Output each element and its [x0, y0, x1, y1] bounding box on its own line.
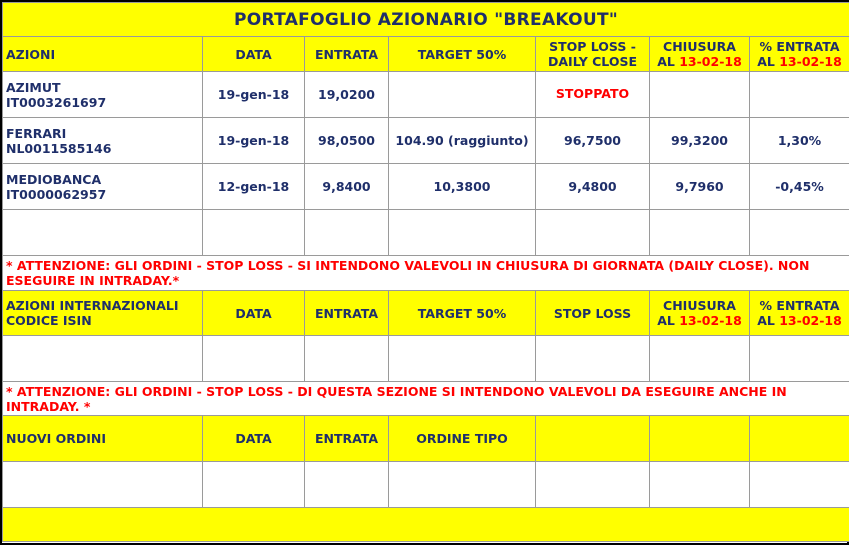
- table-row: [3, 72, 849, 118]
- col-header-ordine-tipo: ORDINE TIPO: [389, 416, 536, 462]
- col-header-azioni: AZIONI: [3, 37, 203, 72]
- section2-header-row: [3, 291, 849, 336]
- stock-name: FERRARI: [6, 125, 67, 141]
- col-header-stop-loss: [536, 37, 650, 72]
- entrata-pct-prefix: AL: [757, 313, 775, 328]
- stock-isin: IT0003261697: [6, 94, 107, 110]
- entry-cell: 9,8400: [305, 164, 389, 210]
- portfolio-table: [2, 2, 849, 542]
- col-header-target: TARGET 50%: [389, 37, 536, 72]
- empty-row: [3, 462, 849, 508]
- sheet-title: PORTAFOGLIO AZIONARIO "BREAKOUT": [3, 3, 849, 37]
- stock-cell: [3, 72, 203, 118]
- entry-cell: 98,0500: [305, 118, 389, 164]
- entrata-pct-line1: % ENTRATA: [759, 298, 840, 313]
- target-cell: [389, 72, 536, 118]
- stock-cell: [3, 164, 203, 210]
- entrata-pct-date: 13-02-18: [779, 313, 842, 328]
- table-row: [3, 118, 849, 164]
- stock-name: AZIMUT: [6, 79, 61, 95]
- pct-cell: 1,30%: [750, 118, 849, 164]
- date-cell: 19-gen-18: [203, 72, 305, 118]
- azioni-int-line2: CODICE ISIN: [6, 313, 92, 328]
- chiusura-prefix: AL: [657, 54, 675, 69]
- chiusura-prefix: AL: [657, 313, 675, 328]
- table-row: [3, 164, 849, 210]
- date-cell: 19-gen-18: [203, 118, 305, 164]
- col-header-nuovi-ordini: NUOVI ORDINI: [3, 416, 203, 462]
- stock-name: MEDIOBANCA: [6, 171, 102, 187]
- close-cell: [650, 72, 750, 118]
- stock-isin: IT0000062957: [6, 186, 107, 202]
- close-cell: 99,3200: [650, 118, 750, 164]
- pct-cell: -0,45%: [750, 164, 849, 210]
- stock-isin: NL0011585146: [6, 140, 112, 156]
- col-header-target: TARGET 50%: [389, 291, 536, 336]
- entrata-pct-line1: % ENTRATA: [759, 39, 840, 54]
- chiusura-date: 13-02-18: [679, 313, 742, 328]
- entry-cell: 19,0200: [305, 72, 389, 118]
- stock-cell: [3, 118, 203, 164]
- col-header-entrata-pct: [750, 291, 849, 336]
- col-header-data: DATA: [203, 416, 305, 462]
- chiusura-line1: CHIUSURA: [663, 298, 736, 313]
- col-header-chiusura: [650, 37, 750, 72]
- warning-daily-close: * ATTENZIONE: GLI ORDINI - STOP LOSS - SI INTENDONO VALEVOLI IN CHIUSURA DI GIORNATA (DAILY CLOSE). NON ESEGUIRE IN INTRADAY.*: [3, 256, 849, 291]
- stop-cell: 96,7500: [536, 118, 650, 164]
- col-header-entrata-pct: [750, 37, 849, 72]
- col-header-entrata: ENTRATA: [305, 37, 389, 72]
- stop-loss-line2: DAILY CLOSE: [548, 54, 637, 69]
- col-header-data: DATA: [203, 291, 305, 336]
- close-cell: 9,7960: [650, 164, 750, 210]
- chiusura-line1: CHIUSURA: [663, 39, 736, 54]
- footer-band: [3, 508, 849, 542]
- target-cell: 104.90 (raggiunto): [389, 118, 536, 164]
- stop-cell: 9,4800: [536, 164, 650, 210]
- col-header-data: DATA: [203, 37, 305, 72]
- date-cell: 12-gen-18: [203, 164, 305, 210]
- section1-header-row: [3, 37, 849, 72]
- target-cell: 10,3800: [389, 164, 536, 210]
- col-header-entrata: ENTRATA: [305, 416, 389, 462]
- empty-row: [3, 210, 849, 256]
- section3-header-row: [3, 416, 849, 462]
- entrata-pct-prefix: AL: [757, 54, 775, 69]
- col-header-chiusura: [650, 291, 750, 336]
- col-header-azioni-internazionali: [3, 291, 203, 336]
- stop-loss-line1: STOP LOSS -: [549, 39, 636, 54]
- warning-intraday: * ATTENZIONE: GLI ORDINI - STOP LOSS - DI QUESTA SEZIONE SI INTENDONO VALEVOLI DA ESEGUIRE ANCHE IN INTRADAY. *: [3, 382, 849, 416]
- azioni-int-line1: AZIONI INTERNAZIONALI: [6, 298, 179, 313]
- stop-cell: STOPPATO: [536, 72, 650, 118]
- empty-row: [3, 336, 849, 382]
- entrata-pct-date: 13-02-18: [779, 54, 842, 69]
- col-header-stop-loss: STOP LOSS: [536, 291, 650, 336]
- pct-cell: [750, 72, 849, 118]
- col-header-entrata: ENTRATA: [305, 291, 389, 336]
- chiusura-date: 13-02-18: [679, 54, 742, 69]
